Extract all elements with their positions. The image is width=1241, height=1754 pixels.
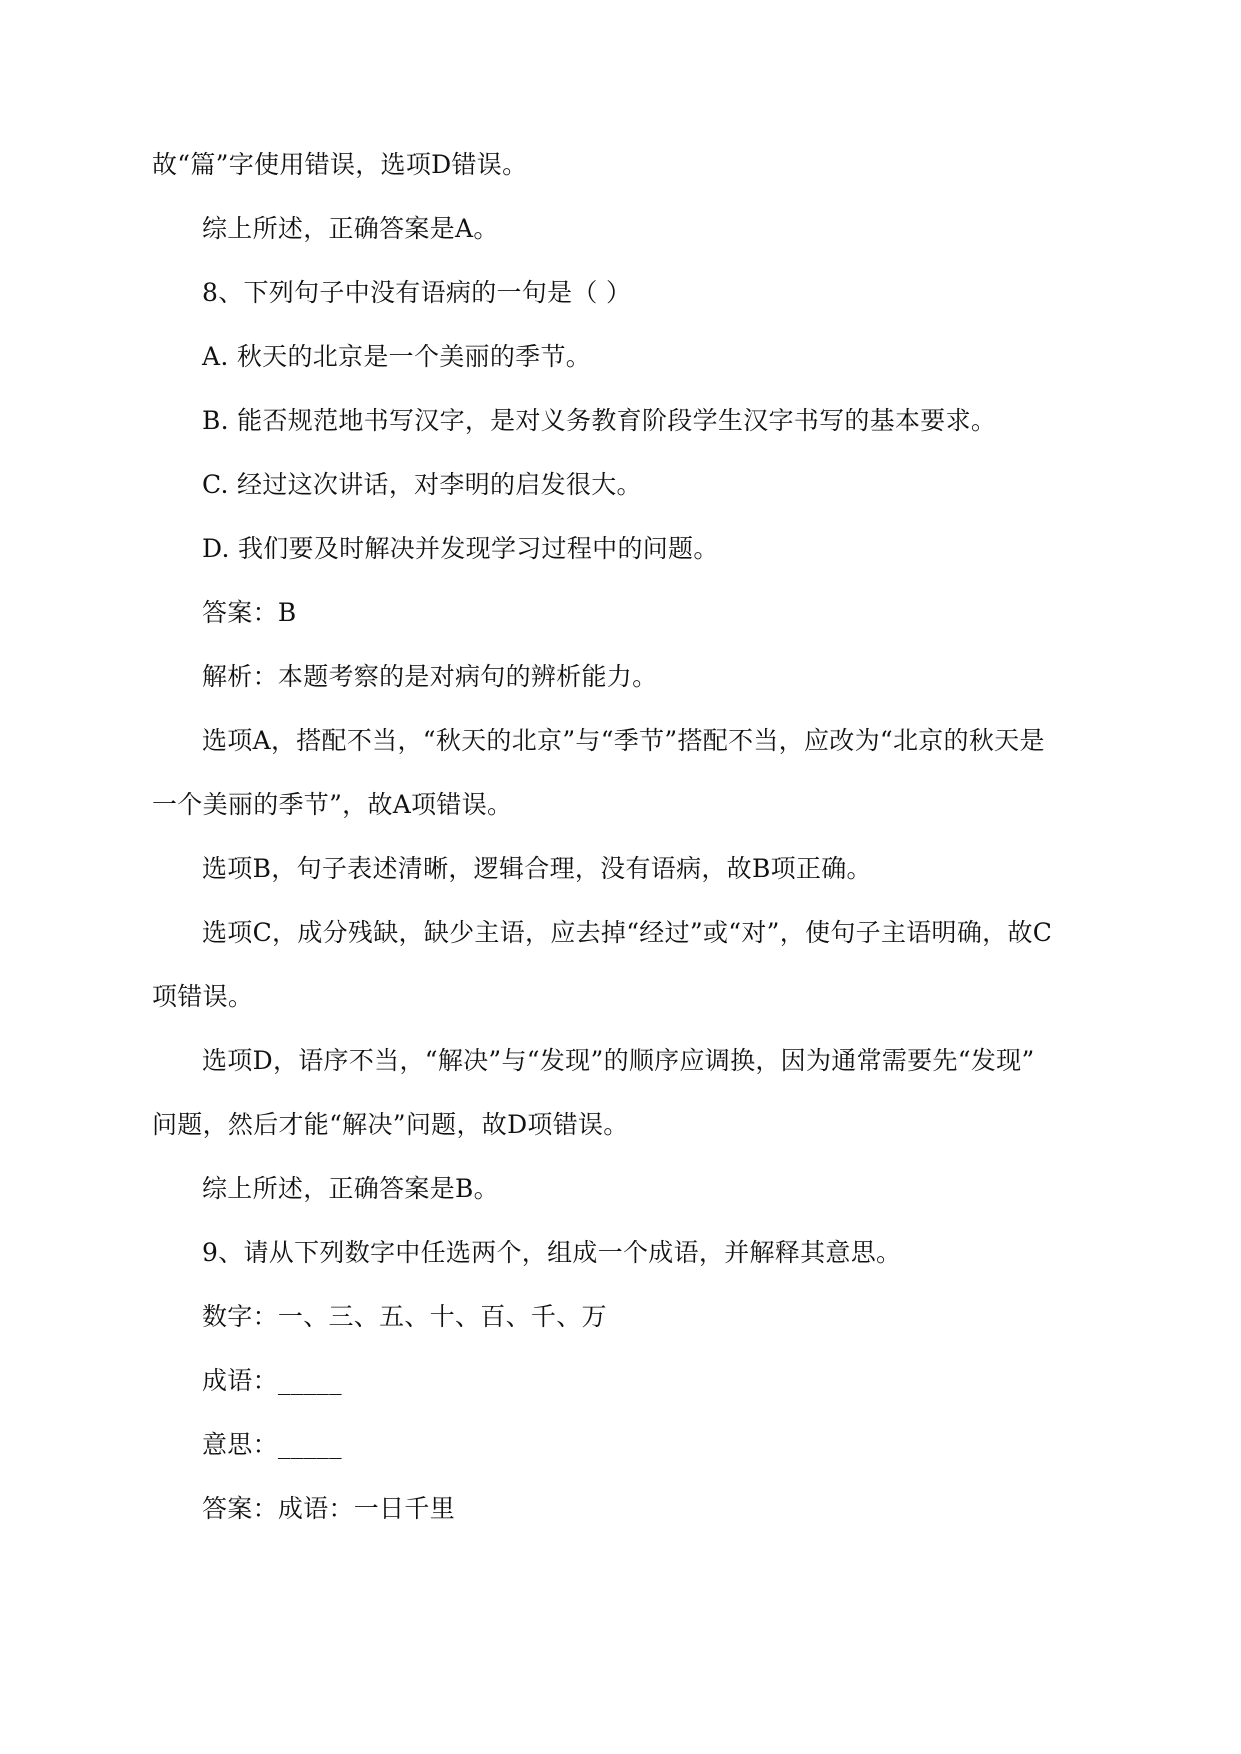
meaning-blank: 意思：_____ (202, 1430, 342, 1459)
analysis-option-d-continued: 问题，然后才能“解决”问题，故D项错误。 (152, 1110, 629, 1139)
analysis-option-c: 选项C，成分残缺，缺少主语，应去掉“经过”或“对”，使句子主语明确，故C (202, 918, 1053, 947)
answer-line: 答案：B (202, 598, 297, 627)
option-b: B. 能否规范地书写汉字，是对义务教育阶段学生汉字书写的基本要求。 (202, 406, 997, 435)
text-line: 综上所述，正确答案是A。 (202, 214, 499, 243)
analysis-option-a: 选项A，搭配不当，“秋天的北京”与“季节”搭配不当，应改为“北京的秋天是 (202, 726, 1045, 755)
text-line: 故“篇”字使用错误，选项D错误。 (152, 150, 528, 179)
document-body (152, 148, 1092, 1556)
option-a: A. 秋天的北京是一个美丽的季节。 (202, 342, 592, 371)
analysis-option-a-continued: 一个美丽的季节”，故A项错误。 (152, 790, 513, 819)
analysis-option-d: 选项D，语序不当，“解决”与“发现”的顺序应调换，因为通常需要先“发现” (202, 1046, 1035, 1075)
analysis-line: 解析：本题考察的是对病句的辨析能力。 (202, 662, 658, 691)
answer-idiom-line: 答案：成语：一日千里 (202, 1494, 456, 1523)
question-9-stem: 9、请从下列数字中任选两个，组成一个成语，并解释其意思。 (202, 1238, 902, 1267)
option-c: C. 经过这次讲话，对李明的启发很大。 (202, 470, 642, 499)
question-8-stem: 8、下列句子中没有语病的一句是（ ） (202, 278, 632, 307)
conclusion-line: 综上所述，正确答案是B。 (202, 1174, 499, 1203)
analysis-option-c-continued: 项错误。 (152, 982, 254, 1011)
numbers-line: 数字：一、三、五、十、百、千、万 (202, 1302, 607, 1331)
option-d: D. 我们要及时解决并发现学习过程中的问题。 (202, 534, 719, 563)
analysis-option-b: 选项B，句子表述清晰，逻辑合理，没有语病，故B项正确。 (202, 854, 872, 883)
idiom-blank: 成语：_____ (202, 1366, 342, 1395)
